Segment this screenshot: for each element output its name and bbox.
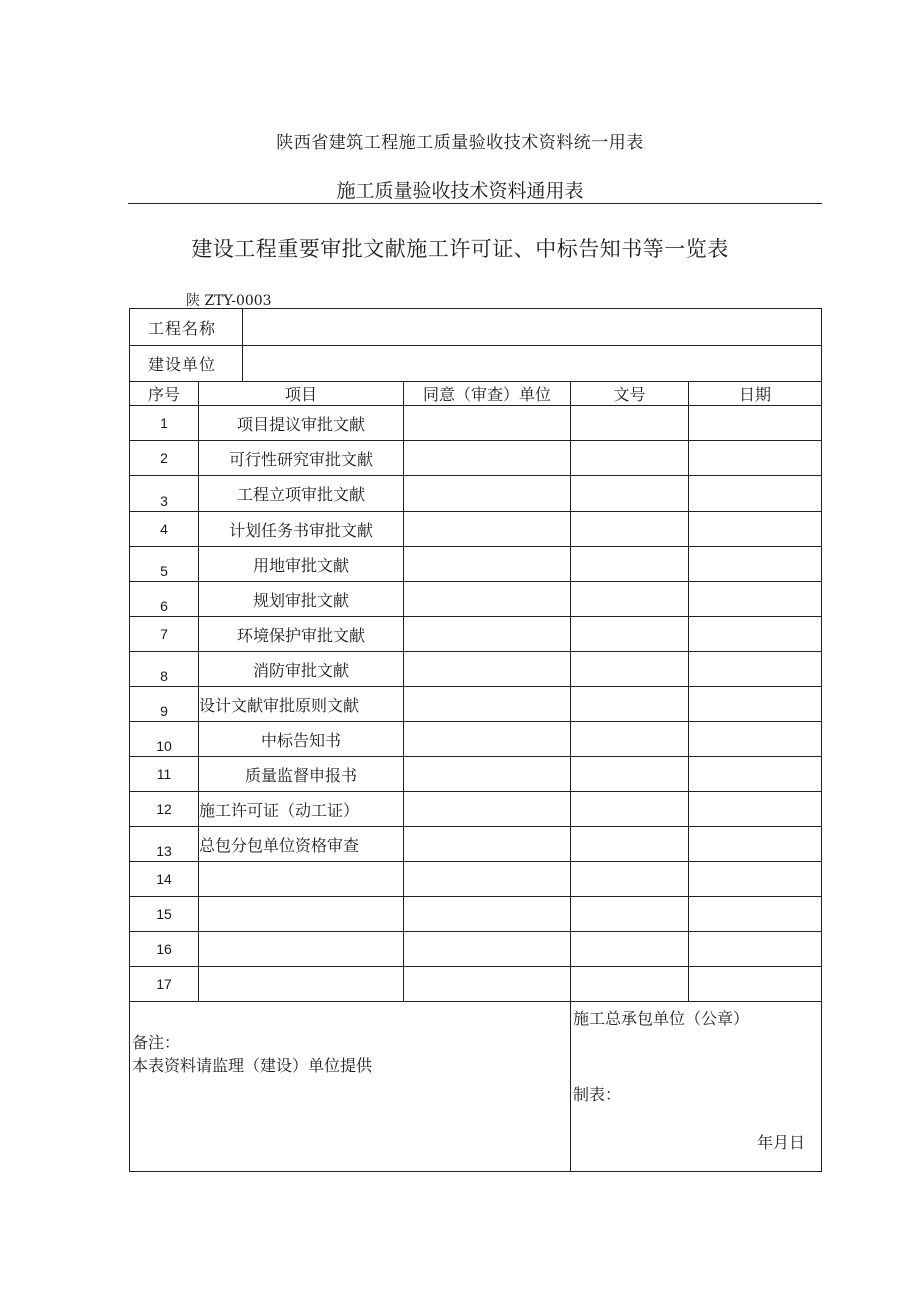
row-item: 项目提议审批文献 — [199, 406, 404, 441]
table-row — [130, 932, 822, 967]
row-seq: 10 — [130, 722, 199, 757]
row-doc-no-cell[interactable] — [571, 932, 689, 967]
page-title: 建设工程重要审批文献施工许可证、中标告知书等一览表 — [191, 237, 729, 261]
row-date-cell[interactable] — [689, 757, 822, 792]
row-approver-cell[interactable] — [404, 441, 571, 476]
table-row — [130, 547, 822, 582]
approval-documents-table — [129, 308, 822, 1172]
row-date-cell[interactable] — [689, 827, 822, 862]
row-seq: 9 — [130, 687, 199, 722]
row-item: 规划审批文献 — [199, 582, 404, 617]
col-header-approver: 同意（审查）单位 — [404, 382, 571, 406]
col-header-doc-no: 文号 — [571, 382, 689, 406]
row-approver-cell[interactable] — [404, 897, 571, 932]
column-header-row — [130, 382, 822, 406]
form-category-title: 施工质量验收技术资料通用表 — [336, 180, 584, 202]
row-item — [199, 932, 404, 967]
row-item — [199, 897, 404, 932]
row-approver-cell[interactable] — [404, 512, 571, 547]
row-seq: 15 — [130, 897, 199, 932]
row-seq: 17 — [130, 967, 199, 1002]
table-row — [130, 687, 822, 722]
row-seq: 4 — [130, 512, 199, 547]
row-doc-no-cell[interactable] — [571, 582, 689, 617]
prepared-by-label: 制表： — [573, 1085, 622, 1104]
row-date-cell[interactable] — [689, 652, 822, 687]
row-approver-cell[interactable] — [404, 792, 571, 827]
row-seq: 3 — [130, 476, 199, 512]
project-name-field[interactable] — [243, 309, 822, 346]
row-item — [199, 862, 404, 897]
row-item — [199, 967, 404, 1002]
row-approver-cell[interactable] — [404, 476, 571, 512]
table-row — [130, 897, 822, 932]
row-date-cell[interactable] — [689, 792, 822, 827]
row-seq: 14 — [130, 862, 199, 897]
row-doc-no-cell[interactable] — [571, 967, 689, 1002]
row-doc-no-cell[interactable] — [571, 476, 689, 512]
row-doc-no-cell[interactable] — [571, 617, 689, 652]
row-seq: 8 — [130, 652, 199, 687]
project-name-row — [130, 309, 822, 346]
row-approver-cell[interactable] — [404, 547, 571, 582]
construction-unit-row — [130, 346, 822, 382]
row-date-cell[interactable] — [689, 617, 822, 652]
row-date-cell[interactable] — [689, 512, 822, 547]
row-item: 中标告知书 — [199, 722, 404, 757]
row-date-cell[interactable] — [689, 862, 822, 897]
table-row — [130, 652, 822, 687]
construction-unit-label: 建设单位 — [130, 346, 243, 382]
row-doc-no-cell[interactable] — [571, 792, 689, 827]
row-doc-no-cell[interactable] — [571, 827, 689, 862]
row-item: 质量监督申报书 — [199, 757, 404, 792]
row-date-cell[interactable] — [689, 547, 822, 582]
table-row — [130, 722, 822, 757]
row-seq: 11 — [130, 757, 199, 792]
row-date-cell[interactable] — [689, 687, 822, 722]
table-row — [130, 476, 822, 512]
table-row — [130, 967, 822, 1002]
row-doc-no-cell[interactable] — [571, 897, 689, 932]
col-header-item: 项目 — [199, 382, 404, 406]
row-seq: 6 — [130, 582, 199, 617]
row-date-cell[interactable] — [689, 967, 822, 1002]
remarks-cell — [130, 1002, 571, 1172]
row-seq: 5 — [130, 547, 199, 582]
table-row — [130, 757, 822, 792]
row-item: 工程立项审批文献 — [199, 476, 404, 512]
row-seq: 12 — [130, 792, 199, 827]
col-header-seq: 序号 — [130, 382, 199, 406]
row-doc-no-cell[interactable] — [571, 722, 689, 757]
footer-row — [130, 1002, 822, 1172]
row-item: 可行性研究审批文献 — [199, 441, 404, 476]
row-approver-cell[interactable] — [404, 582, 571, 617]
row-doc-no-cell[interactable] — [571, 512, 689, 547]
row-item: 计划任务书审批文献 — [199, 512, 404, 547]
remark-title: 备注： — [132, 1033, 181, 1052]
row-item: 设计文献审批原则文献 — [199, 687, 404, 722]
remark-text: 本表资料请监理（建设）单位提供 — [132, 1056, 373, 1075]
row-approver-cell[interactable] — [404, 827, 571, 862]
row-date-cell[interactable] — [689, 582, 822, 617]
table-row — [130, 406, 822, 441]
row-date-cell[interactable] — [689, 441, 822, 476]
row-approver-cell[interactable] — [404, 722, 571, 757]
contractor-seal-label: 施工总承包单位（公章） — [573, 1009, 750, 1028]
row-doc-no-cell[interactable] — [571, 547, 689, 582]
row-doc-no-cell[interactable] — [571, 652, 689, 687]
row-approver-cell[interactable] — [404, 862, 571, 897]
row-item: 施工许可证（动工证） — [199, 792, 404, 827]
row-seq: 13 — [130, 827, 199, 862]
row-approver-cell[interactable] — [404, 687, 571, 722]
header-divider — [128, 203, 822, 204]
form-code: 陕 ZTY-0003 — [186, 293, 272, 309]
row-seq: 7 — [130, 617, 199, 652]
row-date-cell[interactable] — [689, 932, 822, 967]
row-approver-cell[interactable] — [404, 617, 571, 652]
row-approver-cell[interactable] — [404, 757, 571, 792]
row-approver-cell[interactable] — [404, 967, 571, 1002]
construction-unit-field[interactable] — [243, 346, 822, 382]
table-row — [130, 512, 822, 547]
row-item: 环境保护审批文献 — [199, 617, 404, 652]
row-doc-no-cell[interactable] — [571, 687, 689, 722]
row-seq: 2 — [130, 441, 199, 476]
row-item: 总包分包单位资格审查 — [199, 827, 404, 862]
table-row — [130, 827, 822, 862]
row-doc-no-cell[interactable] — [571, 757, 689, 792]
table-row — [130, 582, 822, 617]
row-approver-cell[interactable] — [404, 932, 571, 967]
row-date-cell[interactable] — [689, 897, 822, 932]
row-approver-cell[interactable] — [404, 406, 571, 441]
row-seq: 1 — [130, 406, 199, 441]
row-date-cell[interactable] — [689, 406, 822, 441]
form-series-title: 陕西省建筑工程施工质量验收技术资料统一用表 — [276, 133, 644, 153]
col-header-date: 日期 — [689, 382, 822, 406]
table-row — [130, 441, 822, 476]
project-name-label: 工程名称 — [130, 309, 243, 346]
date-label: 年月日 — [757, 1133, 806, 1152]
row-seq: 16 — [130, 932, 199, 967]
signature-cell[interactable] — [571, 1002, 822, 1172]
table-row — [130, 862, 822, 897]
row-date-cell[interactable] — [689, 476, 822, 512]
row-approver-cell[interactable] — [404, 652, 571, 687]
row-doc-no-cell[interactable] — [571, 406, 689, 441]
row-doc-no-cell[interactable] — [571, 862, 689, 897]
table-row — [130, 792, 822, 827]
row-date-cell[interactable] — [689, 722, 822, 757]
row-item: 用地审批文献 — [199, 547, 404, 582]
row-item: 消防审批文献 — [199, 652, 404, 687]
row-doc-no-cell[interactable] — [571, 441, 689, 476]
table-row — [130, 617, 822, 652]
